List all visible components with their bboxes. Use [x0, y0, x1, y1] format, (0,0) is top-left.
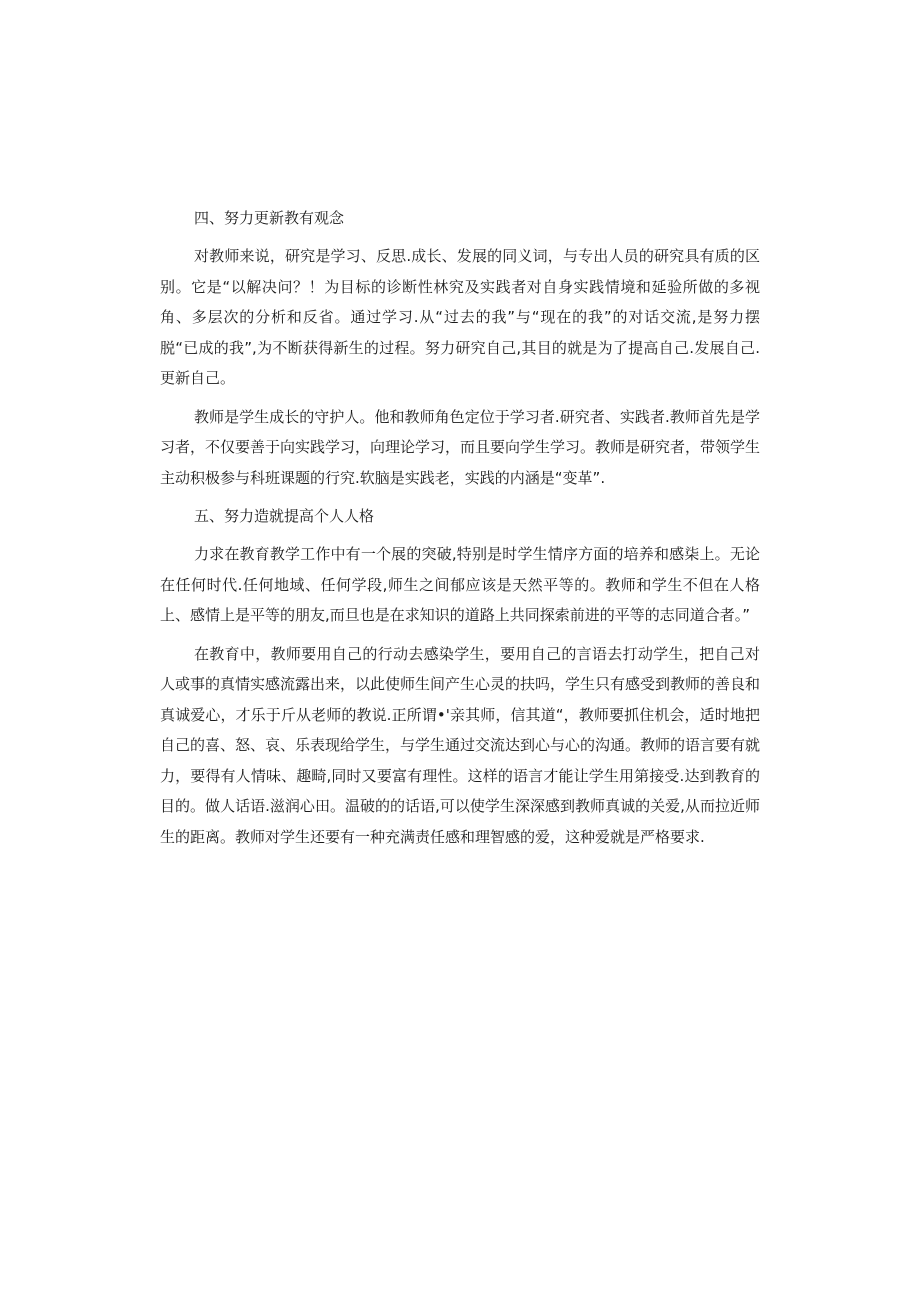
paragraph-teacher-roles: 教师是学生成长的守护人。他和教师角色定位于学习者.研究者、实践者.教师首先是学习者，不仅要善于向实践学习，向理论学习，而且要向学生学习。教师是研究者，带领学生主动积极参与科班课题的行究.软脑是实践老，实践的内涵是“变革”.: [160, 407, 761, 487]
paragraph-research: 对教师来说，研究是学习、反思.成长、发展的同义词，与专出人员的研究具有质的区别。它是“以解决问？！为目标的诊断性林究及实践者对自身实践情境和延验所做的多视角、多层次的分析和反省。通过学习.从“过去的我”与“现在的我”的对话交流,是努力摆脱“已成的我”,为不断获得新生的过程。努力研究自己,其目的就是为了提高自己.发展自己.更新自己。: [160, 247, 760, 387]
paragraph-equality: 力求在教育教学工作中有一个展的突破,特别是时学生情序方面的培养和感柒上。无论在任何时代.任何地域、任何学段,师生之间郁应该是天然平等的。教师和学生不但在人格上、感情上是平等的朋友,而旦也是在求知识的道路上共同探索前进的平等的志同道合者。”: [160, 545, 760, 624]
document-body: [160, 203, 760, 860]
paragraph-education-emotion: 在教育中，教师要用自己的行动去感染学生，要用自己的言语去打动学生，把自己对人或事的真情实感流露出来，以此使师生间产生心灵的扶吗，学生只有感受到教师的善良和真诚爱心，才乐于斤从老师的教说.正所谓•'亲其师，信其道“，教师要抓住机会，适时地把自己的喜、怒、哀、乐表现给学生，与学生通过交流达到心与心的沟通。教师的语言要有就力，要得有人情味、趣畸,同时又要富有理性。这样的语言才能让学生用第接受.达到教育的目的。做人话语.滋润心田。温破的的话语,可以使学生深深感到教师真诚的关爱,从而拉近师生的距离。教师对学生还要有一种充满责任感和理智感的爱，这种爱就是严格要求.: [160, 644, 761, 846]
section-heading-4: 四、努力更新教有观念: [194, 209, 345, 227]
section-heading-5: 五、努力造就提高个人人格: [194, 507, 375, 525]
